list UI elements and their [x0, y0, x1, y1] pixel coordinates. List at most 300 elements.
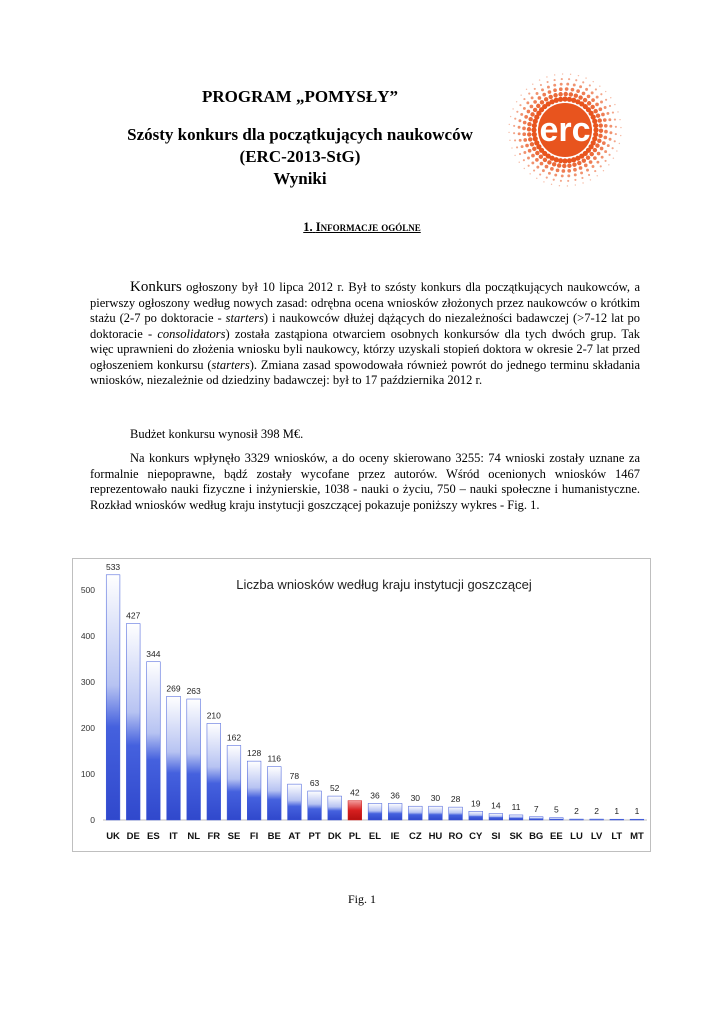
logo-dot [546, 76, 547, 77]
logo-dot [551, 184, 552, 185]
logo-dot [535, 151, 539, 155]
x-tick-label: LV [590, 831, 603, 842]
logo-dot [532, 123, 537, 128]
logo-dot [599, 129, 603, 133]
x-tick-label: DK [327, 831, 342, 842]
logo-dot [579, 166, 583, 170]
logo-dot [575, 79, 577, 81]
logo-dot [596, 113, 600, 117]
bar-pl [348, 801, 362, 820]
logo-dot [535, 158, 539, 162]
logo-dot [585, 88, 588, 91]
logo-dot [527, 132, 531, 136]
logo-dot [605, 91, 606, 92]
logo-dot [558, 158, 563, 163]
logo-dot [530, 142, 534, 146]
logo-dot [539, 173, 541, 175]
bar-ro [449, 807, 463, 820]
logo-dot [523, 138, 527, 142]
logo-dot [558, 97, 563, 102]
x-tick-label: SE [227, 831, 241, 842]
logo-dot [566, 83, 569, 86]
logo-dot [593, 156, 597, 160]
logo-dot [534, 88, 536, 90]
logo-dot [513, 132, 515, 134]
data-label: 36 [390, 790, 400, 801]
logo-dot [571, 157, 576, 162]
x-tick-label: AT [288, 831, 301, 842]
logo-dot [578, 95, 582, 99]
logo-dot [586, 155, 590, 159]
logo-dot [533, 108, 537, 112]
data-label: 427 [126, 610, 141, 621]
bar-at [288, 784, 302, 820]
logo-dot [536, 92, 539, 95]
erc-logo-text: erc [539, 111, 591, 149]
bar-nl [187, 699, 201, 820]
data-label: 30 [430, 793, 441, 804]
logo-dot [583, 98, 587, 102]
logo-dot [548, 90, 552, 94]
logo-dot [568, 78, 570, 80]
logo-dot [612, 112, 614, 114]
logo-dot [616, 150, 617, 151]
data-label: 2 [574, 806, 579, 817]
logo-dot [598, 134, 602, 138]
x-tick-label: CY [469, 831, 483, 842]
x-tick-label: PT [308, 831, 321, 842]
bar-mt [630, 819, 644, 820]
logo-dot [519, 153, 521, 155]
data-label: 5 [553, 804, 559, 815]
logo-dot [604, 106, 607, 109]
paragraph-intro-c: ) została zastąpiona otwarciem osobnych konkursów dla tych dwóch grup. Tak więc uprawnieni do złożenia wniosku byli naukowcy, którzy uzyskali stopień doktora w okresie 2-7 lat przed ogłoszeniem konkursu ( [90, 326, 640, 372]
section-heading [0, 220, 724, 235]
bar-lv [590, 819, 604, 820]
logo-dot [602, 141, 606, 145]
logo-dot [528, 117, 532, 121]
logo-dot [607, 144, 610, 147]
logo-dot [605, 99, 607, 101]
term-starters-2: starters [211, 357, 250, 372]
logo-dot [604, 124, 608, 128]
logo-dot [514, 139, 516, 141]
logo-dot [620, 135, 621, 136]
logo-dot [589, 160, 593, 164]
logo-dot [617, 111, 618, 112]
logo-dot [553, 93, 557, 97]
bar-cz [408, 806, 422, 820]
logo-dot [532, 132, 537, 137]
data-label: 52 [329, 783, 340, 794]
logo-dot [587, 95, 591, 99]
logo-dot [590, 179, 591, 180]
bar-chart-svg [73, 559, 650, 851]
bar-chart [72, 558, 651, 852]
logo-dot [554, 98, 559, 103]
logo-dot [603, 170, 604, 171]
logo-dot [561, 78, 563, 80]
logo-dot [570, 74, 571, 75]
logo-dot [590, 152, 594, 156]
logo-dot [519, 162, 520, 163]
logo-dot [577, 161, 581, 165]
logo-dot [597, 152, 601, 156]
logo-dot [609, 138, 612, 141]
logo-dot [547, 81, 549, 83]
logo-dot [523, 107, 526, 110]
erc-logo-graphic [505, 70, 625, 190]
logo-dot [539, 155, 543, 159]
x-tick-label: MT [630, 831, 644, 842]
logo-dot [544, 97, 548, 101]
data-label: 162 [226, 732, 242, 743]
logo-dot [593, 132, 598, 137]
logo-dot [596, 161, 599, 164]
x-tick-label: PL [348, 831, 361, 842]
logo-dot [528, 165, 530, 167]
logo-dot [562, 169, 566, 173]
logo-dot [562, 73, 563, 74]
x-tick-label: IE [390, 831, 400, 842]
x-tick-label: EL [368, 831, 382, 842]
logo-dot [510, 116, 511, 117]
logo-dot [599, 85, 600, 86]
y-tick-label: 0 [90, 815, 95, 825]
logo-dot [523, 159, 525, 161]
logo-dot [531, 127, 536, 132]
logo-dot [619, 143, 620, 144]
x-tick-label: SK [509, 831, 523, 842]
paragraph-intro-a: ogłoszony był 10 lipca 2012 r. Był to szósty konkurs dla początkujących naukowców, a pierwszy ogłoszony według nowych zasad: odrębna ocena wniosków złożonych przez naukowców o krótkim stażu (2-7 po doktoracie - [90, 280, 640, 325]
logo-dot [567, 97, 572, 102]
logo-dot [600, 93, 602, 95]
logo-dot [530, 105, 534, 109]
logo-dot [556, 168, 560, 172]
logo-dot [590, 105, 594, 109]
logo-dot [524, 168, 525, 169]
logo-dot [526, 101, 529, 104]
logo-dot [540, 100, 544, 104]
logo-dot [509, 124, 510, 125]
data-label: 78 [289, 771, 300, 782]
logo-dot [585, 77, 586, 78]
logo-dot [531, 161, 534, 164]
bar-es [147, 662, 161, 820]
x-tick-label: BE [267, 831, 281, 842]
paragraph-applications: Na konkurs wpłynęło 3329 wniosków, a do oceny skierowano 3255: 74 wnioski zostały uznane za formalnie niepoprawne, bądź zostały wycofane przez autorów. Wśród ocenionych wniosków 1467 reprezentowało nauki fizyczne i inżynierskie, 1038 - nauki o życiu, 750 – nauki społeczne i humanistyczne. Rozkład wniosków według kraju instytucji goszczącej pokazuje poniższy wykres - Fig. 1. [90, 451, 640, 512]
logo-dot [531, 154, 535, 158]
logo-dot [604, 130, 608, 134]
logo-dot [542, 169, 545, 172]
logo-dot [529, 173, 530, 174]
data-label: 116 [267, 753, 282, 764]
logo-dot [608, 118, 611, 121]
x-tick-label: UK [106, 831, 120, 842]
bar-ee [549, 818, 563, 820]
logo-dot [543, 158, 547, 162]
chart-title: Liczba wniosków według kraju instytucji goszczącej [236, 577, 532, 592]
bar-pt [308, 791, 322, 820]
x-tick-label: NL [187, 831, 201, 842]
logo-dot [552, 162, 556, 166]
logo-dot [541, 88, 544, 91]
logo-dot [530, 112, 534, 116]
logo-dot [592, 165, 595, 168]
data-label: 36 [370, 790, 380, 801]
logo-dot [546, 177, 548, 179]
logo-dot [574, 173, 577, 176]
bar-cy [469, 811, 483, 820]
erc-logo [505, 70, 625, 190]
logo-dot [514, 155, 515, 156]
bar-uk [106, 575, 120, 820]
logo-dot [527, 157, 530, 160]
logo-dot [527, 127, 531, 131]
logo-dot [565, 87, 569, 91]
logo-dot [532, 84, 533, 85]
logo-dot [567, 180, 569, 182]
logo-dot [527, 122, 531, 126]
title-line-1: Szósty konkurs dla początkujących naukowców [127, 125, 473, 144]
y-tick-label: 100 [80, 769, 95, 779]
logo-dot [553, 179, 555, 181]
logo-dot [573, 83, 576, 86]
logo-dot [601, 113, 605, 117]
title-line-3: Wyniki [273, 169, 327, 188]
logo-dot [596, 96, 599, 99]
logo-dot [580, 171, 583, 174]
logo-dot [547, 86, 550, 89]
section-number: 1. [303, 220, 313, 234]
x-tick-label: CZ [408, 831, 422, 842]
logo-dot [543, 181, 544, 182]
data-label: 533 [105, 561, 121, 572]
logo-dot [548, 172, 551, 175]
logo-dot [526, 89, 527, 90]
logo-dot [553, 88, 557, 92]
x-tick-label: IT [169, 831, 178, 842]
data-label: 7 [533, 803, 539, 814]
logo-dot [542, 93, 546, 97]
logo-dot [560, 83, 563, 86]
logo-dot [536, 104, 540, 108]
paragraph-intro [90, 280, 640, 389]
logo-dot [573, 168, 577, 172]
logo-dot [582, 182, 583, 183]
y-tick-label: 500 [80, 585, 95, 595]
logo-dot [581, 177, 583, 179]
logo-dot [522, 127, 526, 131]
logo-dot [608, 164, 609, 165]
paragraph-intro-b: ) i naukowców dłużej dążących do niezależności badawczej (>7-12 lat po doktoracie - [90, 311, 640, 341]
logo-dot [609, 105, 611, 107]
document-title [100, 86, 500, 190]
logo-dot [578, 75, 579, 76]
logo-dot [528, 137, 532, 141]
logo-dot [521, 145, 524, 148]
x-tick-label: SI [491, 831, 501, 842]
logo-dot [539, 79, 540, 80]
logo-dot [525, 144, 529, 148]
logo-dot [527, 110, 531, 114]
data-label: 63 [309, 778, 320, 789]
logo-dot [511, 147, 512, 148]
logo-dot [533, 100, 537, 104]
bar-it [167, 696, 181, 820]
logo-dot [523, 151, 526, 154]
bar-fr [207, 723, 221, 820]
bar-ie [388, 803, 402, 820]
logo-dot [560, 180, 562, 182]
logo-dot [609, 131, 612, 134]
logo-dot [594, 170, 596, 172]
x-tick-label: RO [448, 831, 463, 842]
logo-dot [509, 140, 510, 141]
logo-dot [554, 79, 556, 81]
paragraph-intro-first-word: Konkurs [130, 279, 182, 295]
logo-dot [519, 104, 521, 106]
bar-se [227, 745, 241, 820]
logo-dot [572, 163, 576, 167]
logo-dot [610, 97, 611, 98]
logo-dot [516, 111, 518, 113]
logo-dot [584, 164, 588, 168]
bar-el [368, 803, 382, 820]
bar-lt [610, 819, 624, 820]
logo-dot [559, 185, 560, 186]
logo-dot [528, 93, 530, 95]
data-label: 269 [166, 683, 181, 694]
logo-dot [569, 92, 573, 96]
x-tick-label: FI [249, 831, 259, 842]
bar-lu [570, 819, 584, 820]
logo-dot [554, 74, 555, 75]
logo-dot [604, 150, 607, 153]
logo-dot [553, 84, 556, 87]
logo-dot [599, 107, 603, 111]
logo-dot [593, 81, 594, 82]
logo-dot [567, 158, 572, 163]
logo-dot [574, 93, 578, 97]
logo-dot [574, 179, 576, 181]
logo-dot [600, 147, 604, 151]
x-tick-label: BG [529, 831, 544, 842]
logo-dot [562, 164, 566, 168]
x-tick-label: LT [611, 831, 623, 842]
logo-dot [548, 95, 552, 99]
logo-dot [588, 174, 590, 176]
logo-dot [587, 101, 591, 105]
logo-dot [564, 92, 568, 96]
logo-dot [582, 92, 586, 96]
bar-sk [509, 815, 523, 820]
logo-dot [532, 147, 536, 151]
bar-bg [529, 817, 543, 820]
data-label: 14 [491, 800, 501, 811]
term-starters: starters [225, 311, 264, 325]
logo-dot [579, 85, 582, 88]
logo-dot [614, 104, 615, 105]
figure-caption: Fig. 1 [347, 892, 376, 906]
logo-dot [612, 147, 614, 149]
logo-dot [540, 162, 544, 166]
logo-dot [519, 139, 522, 142]
logo-dot [558, 92, 562, 96]
bar-de [126, 624, 140, 820]
data-label: 128 [247, 748, 262, 759]
logo-dot [597, 175, 598, 176]
data-label: 19 [471, 798, 481, 809]
bar-fi [247, 761, 261, 820]
logo-dot [575, 184, 576, 185]
logo-dot [562, 96, 567, 101]
x-tick-label: FR [207, 831, 221, 842]
y-tick-label: 200 [80, 723, 95, 733]
logo-dot [562, 158, 567, 163]
data-label: 2 [594, 806, 599, 817]
logo-dot [597, 139, 601, 143]
data-label: 11 [511, 801, 521, 812]
logo-dot [545, 165, 549, 169]
logo-dot [604, 160, 606, 162]
x-tick-label: ES [147, 831, 160, 842]
logo-dot [576, 89, 580, 93]
logo-dot [561, 174, 564, 177]
logo-dot [598, 118, 602, 122]
logo-dot [571, 88, 575, 92]
logo-dot [615, 126, 617, 128]
logo-dot [567, 164, 571, 168]
bar-si [489, 814, 503, 820]
logo-dot [599, 123, 603, 127]
x-tick-label: LU [570, 831, 583, 842]
bar-be [267, 767, 281, 820]
y-tick-label: 300 [80, 677, 95, 687]
logo-dot [595, 88, 597, 90]
logo-dot [528, 149, 532, 153]
logo-dot [550, 167, 554, 171]
logo-dot [522, 132, 526, 136]
logo-dot [603, 136, 607, 140]
logo-dot [513, 125, 515, 127]
logo-dot [582, 81, 584, 83]
logo-dot [593, 109, 597, 113]
logo-dot [600, 101, 603, 104]
logo-dot [586, 169, 589, 172]
logo-dot [582, 158, 586, 162]
logo-dot [538, 96, 542, 100]
data-label: 1 [614, 806, 620, 817]
logo-dot [531, 96, 534, 99]
logo-dot [619, 119, 620, 120]
logo-dot [591, 98, 595, 102]
logo-dot [533, 169, 535, 171]
logo-dot [536, 166, 539, 169]
logo-dot [516, 146, 518, 148]
y-tick-label: 400 [80, 631, 95, 641]
x-tick-label: EE [549, 831, 563, 842]
paragraph-intro-d: ). Zmiana zasad spowodowała również powrót do jednego terminu składania wniosków, niezależnie od dziedziny badawczej: był to 17 października 2012 r. [90, 357, 640, 387]
bar-dk [328, 796, 342, 820]
logo-dot [595, 143, 599, 147]
section-title: Informacje ogólne [315, 220, 421, 234]
x-tick-label: HU [428, 831, 443, 842]
logo-dot [609, 125, 612, 128]
logo-dot [606, 112, 609, 115]
logo-dot [614, 140, 616, 142]
logo-dot [518, 119, 521, 122]
